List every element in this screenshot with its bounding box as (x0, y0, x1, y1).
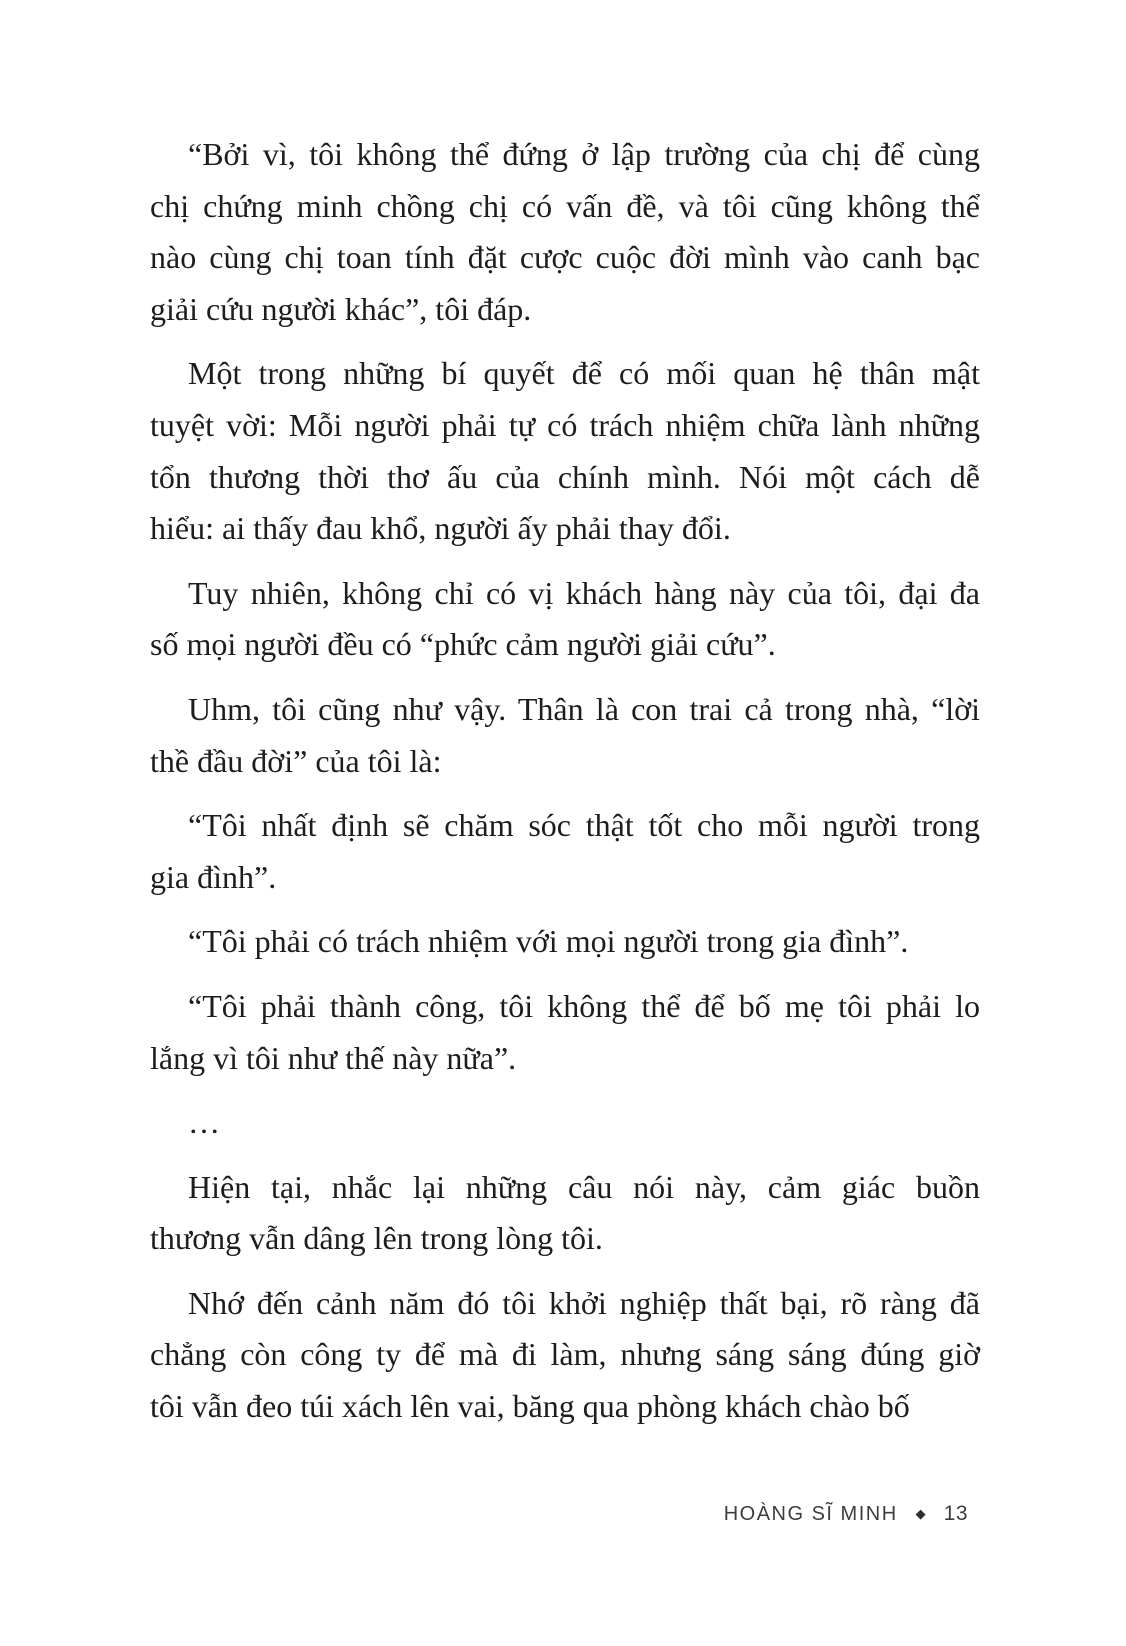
text-line: “Tôi nhất định sẽ chăm sóc thật tốt cho mỗi người trong (188, 807, 980, 844)
paragraph (150, 1278, 980, 1433)
text-line: số mọi người đều có “phức cảm người giải cứu”. (150, 626, 776, 663)
footer-page-number: 13 (943, 1502, 968, 1525)
text-line: hiểu: ai thấy đau khổ, người ấy phải thay đổi. (150, 510, 731, 547)
paragraph (150, 684, 980, 787)
text-line: Uhm, tôi cũng như vậy. Thân là con trai cả trong nhà, “lời (188, 690, 980, 727)
text-line: tôi vẫn đeo túi xách lên vai, băng qua phòng khách chào bố (150, 1388, 910, 1425)
running-footer (724, 1502, 968, 1526)
paragraph (150, 800, 980, 903)
paragraph (150, 129, 980, 335)
paragraph (150, 568, 980, 671)
text-line: … (188, 1104, 220, 1141)
paragraph (150, 348, 980, 554)
paragraph (150, 1162, 980, 1265)
paragraph (150, 981, 980, 1084)
text-line: thương vẫn dâng lên trong lòng tôi. (150, 1220, 603, 1257)
text-line: giải cứu người khác”, tôi đáp. (150, 290, 532, 327)
text-line: tuyệt vời: Mỗi người phải tự có trách nhiệm chữa lành những (150, 406, 980, 443)
text-line: Một trong những bí quyết để có mối quan hệ thân mật (188, 355, 980, 392)
text-line: Nhớ đến cảnh năm đó tôi khởi nghiệp thất bại, rõ ràng đã (188, 1284, 980, 1321)
text-line: “Tôi phải thành công, tôi không thể để bố mẹ tôi phải lo (188, 987, 980, 1024)
text-line: Tuy nhiên, không chỉ có vị khách hàng này của tôi, đại đa (188, 574, 980, 611)
text-line: nào cùng chị toan tính đặt cược cuộc đời mình vào canh bạc (150, 239, 980, 276)
text-line: thề đầu đời” của tôi là: (150, 742, 442, 779)
text-line: lắng vì tôi như thế này nữa”. (150, 1039, 517, 1076)
paragraph (150, 916, 980, 968)
diamond-icon: ◆ (915, 1506, 926, 1521)
text-line: “Tôi phải có trách nhiệm với mọi người trong gia đình”. (188, 923, 909, 960)
text-line: gia đình”. (150, 858, 277, 895)
text-line: chị chứng minh chồng chị có vấn đề, và tôi cũng không thể (150, 187, 980, 224)
footer-author: HOÀNG SĨ MINH (723, 1502, 898, 1525)
text-line: “Bởi vì, tôi không thể đứng ở lập trường của chị để cùng (188, 136, 980, 172)
paragraph (150, 1097, 980, 1149)
text-line: chẳng còn công ty để mà đi làm, nhưng sáng sáng đúng giờ (150, 1336, 980, 1373)
page-body (150, 129, 980, 1446)
text-line: tổn thương thời thơ ấu của chính mình. Nói một cách dễ (150, 458, 980, 495)
text-line: Hiện tại, nhắc lại những câu nói này, cảm giác buồn (188, 1168, 980, 1205)
